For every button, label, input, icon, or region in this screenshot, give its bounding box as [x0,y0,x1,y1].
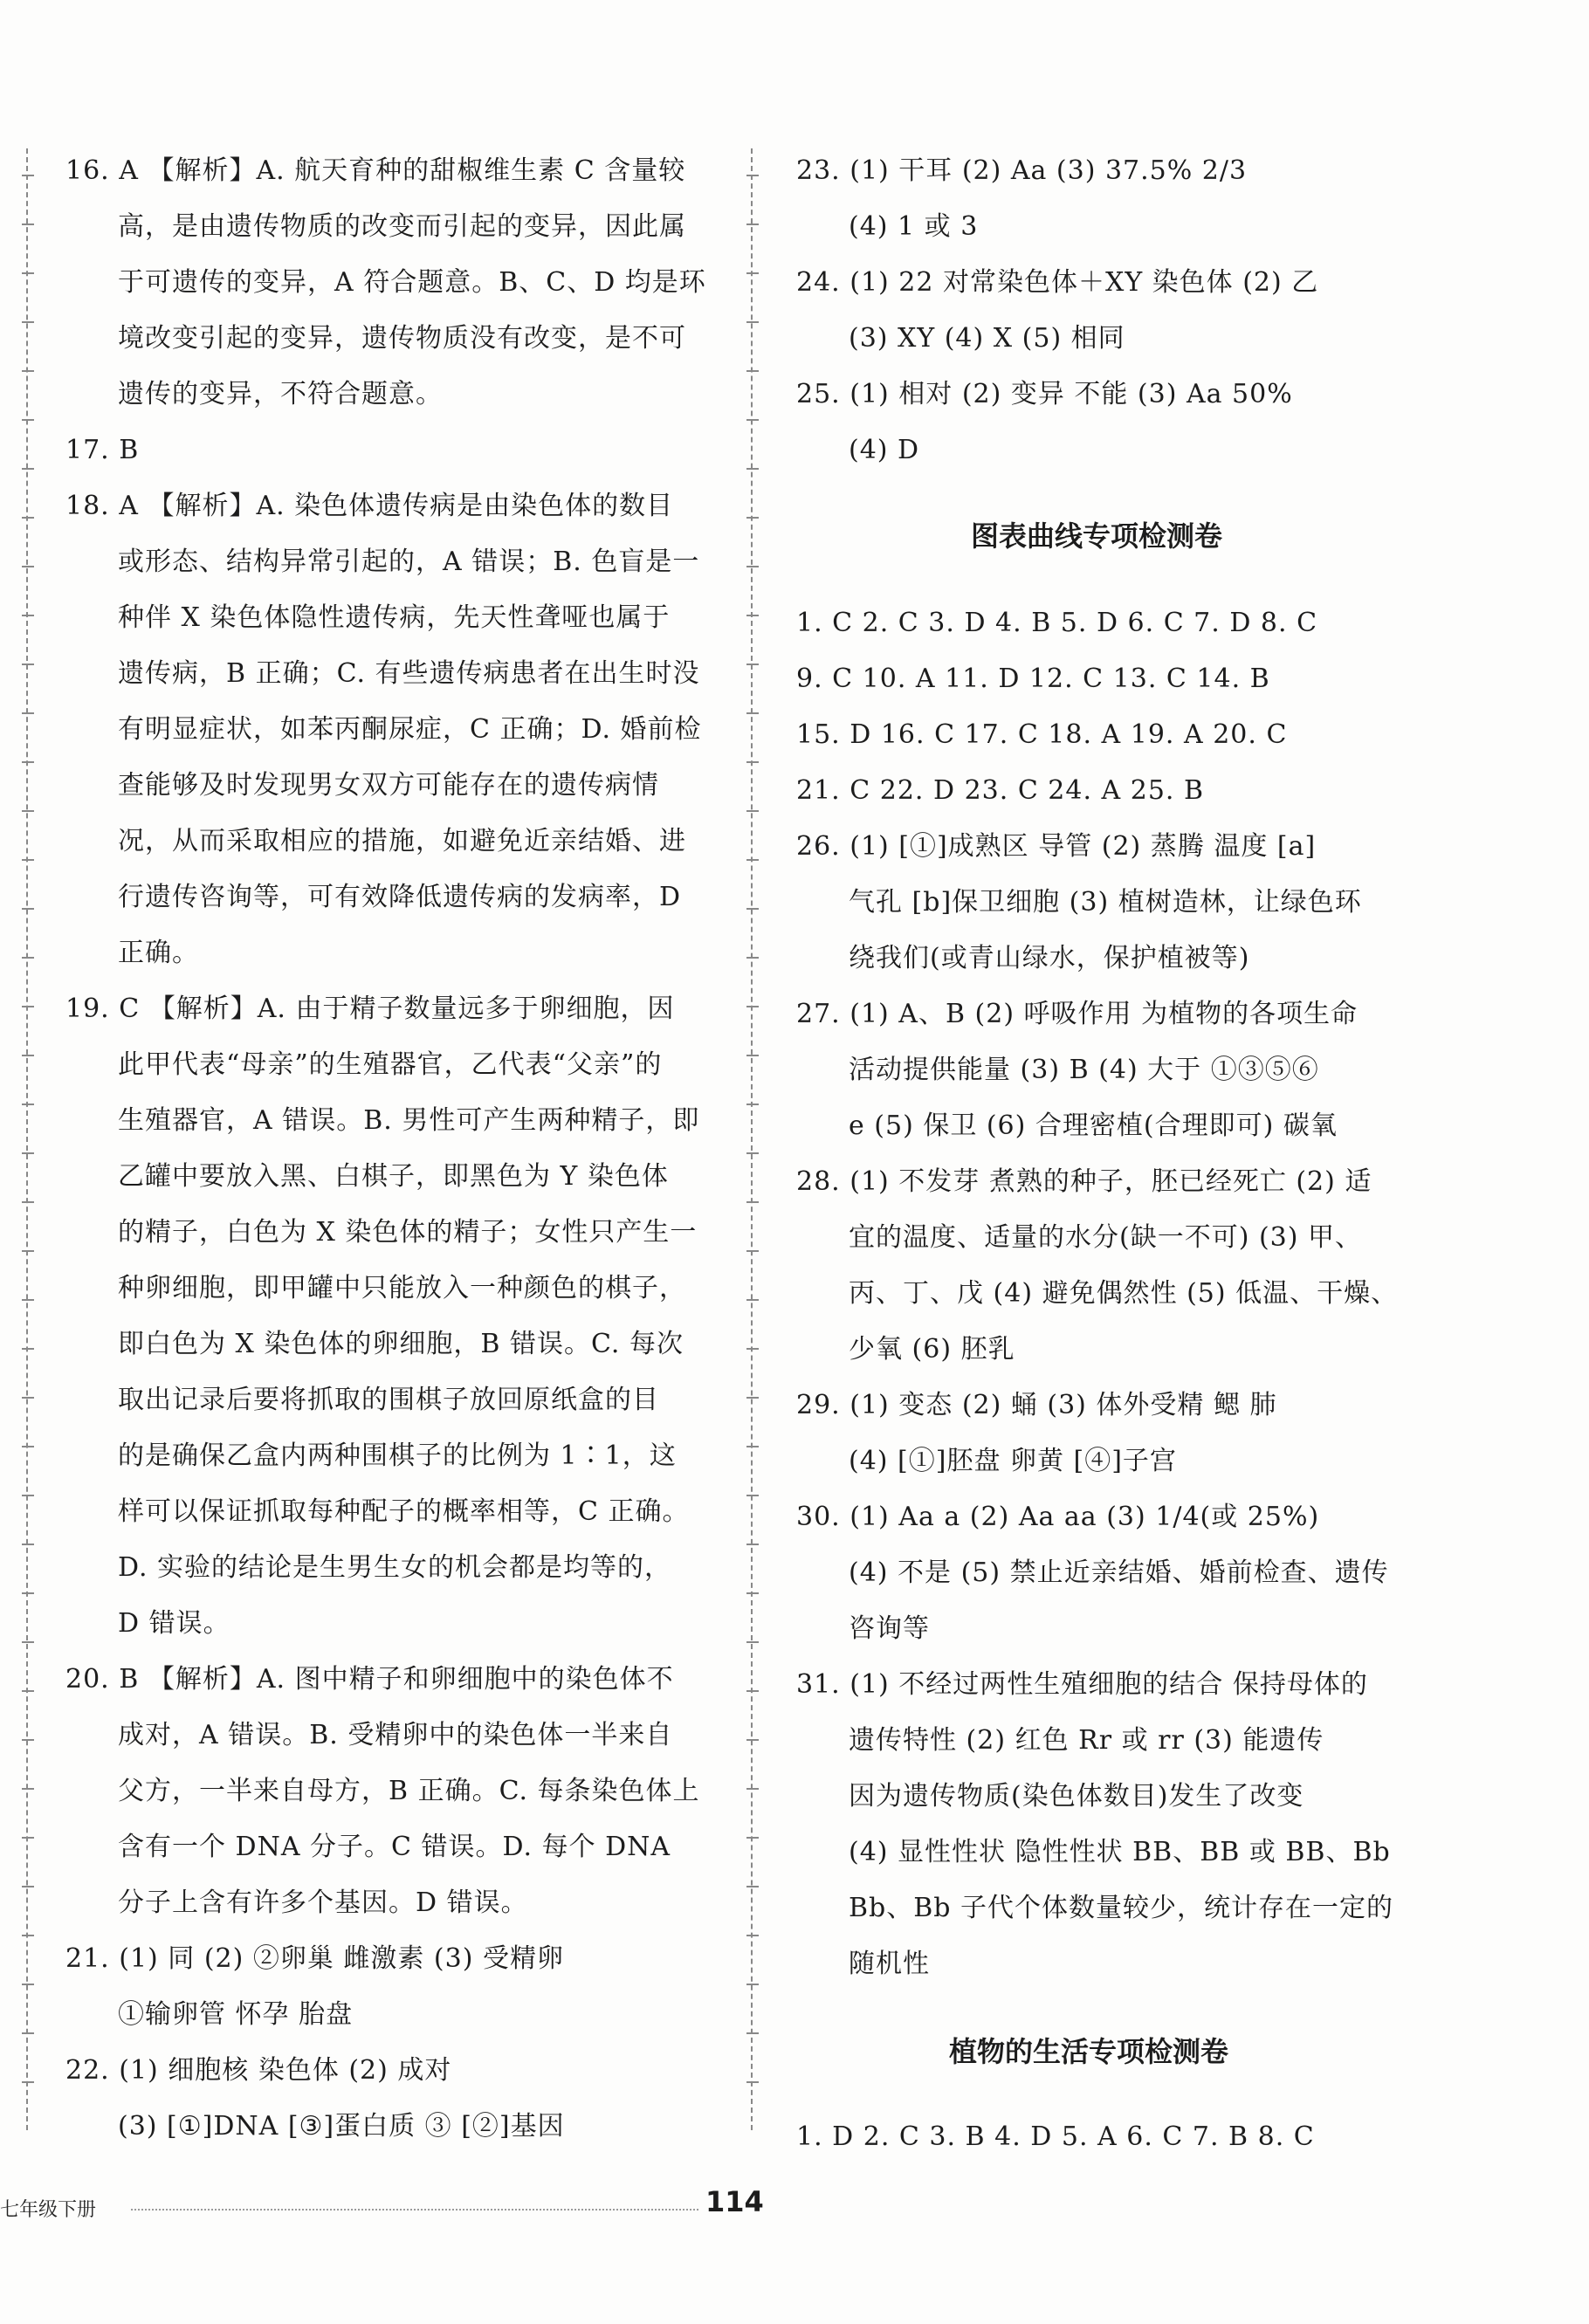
tick-mark [746,957,759,959]
tick-mark [746,908,759,910]
answer-27-line-2: 活动提供能量 (3) B (4) 大于 ①③⑤⑥ [849,1055,1319,1085]
tick-mark [746,419,759,421]
answer-28-line-3: 丙、丁、戊 (4) 避免偶然性 (5) 低温、干燥、 [849,1278,1399,1309]
answer-19-line-6: 种卵细胞，即甲罐中只能放入一种颜色的棋子， [118,1273,686,1303]
answer-29-line-1: 29. (1) 变态 (2) 蛹 (3) 体外受精 鳃 肺 [796,1390,1277,1420]
tick-mark [746,1886,759,1887]
tick-mark [22,859,34,861]
tick-mark [22,957,34,959]
answer-26-line-3: 绕我们(或青山绿水，保护植被等) [849,943,1250,973]
answer-18-line-1: 18. A 【解析】A. 染色体遗传病是由染色体的数目 [65,491,674,521]
answer-19-line-12: D 错误。 [118,1608,230,1639]
tick-mark [746,468,759,470]
tick-mark [746,1104,759,1105]
tick-mark [22,223,34,225]
tick-mark [22,615,34,616]
tick-mark [22,761,34,763]
tick-mark [22,1348,34,1350]
tick-mark [746,370,759,372]
tick-mark [22,1055,34,1056]
section-heading-plant-life: 植物的生活专项检测卷 [949,2035,1229,2068]
binding-dashed-line [26,148,28,2130]
tick-mark [746,223,759,225]
tick-mark [746,1201,759,1203]
answer-19-line-9: 的是确保乙盒内两种围棋子的比例为 1∶1，这 [118,1440,677,1471]
mc-answers-row-1: 1. C 2. C 3. D 4. B 5. D 6. C 7. D 8. C [796,608,1318,638]
tick-mark [22,1935,34,1936]
tick-mark [746,1690,759,1692]
answer-19-line-3: 生殖器官，A 错误。B. 男性可产生两种精子，即 [118,1105,700,1136]
tick-mark [22,712,34,714]
answer-26-line-1: 26. (1) [①]成熟区 导管 (2) 蒸腾 温度 [a] [796,831,1317,862]
mc-answers-row-2: 9. C 10. A 11. D 12. C 13. C 14. B [796,664,1270,694]
tick-mark [746,2081,759,2083]
answer-27-line-1: 27. (1) A、B (2) 呼吸作用 为植物的各项生命 [796,999,1359,1029]
tick-mark [22,664,34,665]
tick-mark [22,1641,34,1643]
tick-mark [746,1397,759,1399]
tick-mark [746,1299,759,1301]
tick-mark [22,1397,34,1399]
answer-23-line-1: 23. (1) 干耳 (2) Aa (3) 37.5% 2/3 [796,155,1248,186]
answer-18-line-8: 行遗传咨询等，可有效降低遗传病的发病率，D [118,882,682,912]
tick-mark [22,517,34,519]
tick-mark [746,1641,759,1643]
answer-27-line-3: e (5) 保卫 (6) 合理密植(合理即可) 碳氧 [849,1110,1338,1141]
tick-mark [22,1788,34,1790]
tick-mark [22,1544,34,1545]
column-divider [751,148,753,2130]
tick-mark [22,468,34,470]
answer-20-line-2: 成对，A 错误。B. 受精卵中的染色体一半来自 [118,1720,673,1750]
answer-18-line-5: 有明显症状，如苯丙酮尿症，C 正确；D. 婚前检 [118,714,702,745]
tick-mark [22,1250,34,1252]
answer-19-line-8: 取出记录后要将抓取的围棋子放回原纸盒的目 [118,1385,659,1415]
answer-19-line-11: D. 实验的结论是生男生女的机会都是均等的， [118,1552,672,1583]
tick-mark [22,2081,34,2083]
tick-mark [746,272,759,274]
answer-31-line-5: Bb、Bb 子代个体数量较少，统计存在一定的 [849,1893,1394,1923]
answer-16-line-5: 遗传的变异，不符合题意。 [118,379,443,409]
answer-31-line-1: 31. (1) 不经过两性生殖细胞的结合 保持母体的 [796,1669,1368,1700]
footer-dotted-rule [131,2209,698,2211]
tick-mark [22,321,34,323]
answer-26-line-2: 气孔 [b]保卫细胞 (3) 植树造林，让绿色环 [849,887,1362,918]
tick-mark [746,1006,759,1007]
tick-mark [746,1837,759,1839]
answer-16-line-1: 16. A 【解析】A. 航天育种的甜椒维生素 C 含量较 [65,155,686,186]
tick-mark [746,810,759,812]
answer-28-line-4: 少氧 (6) 胚乳 [849,1334,1015,1365]
answer-24-line-2: (3) XY (4) X (5) 相同 [849,323,1125,354]
answer-19-line-2: 此甲代表“母亲”的生殖器官，乙代表“父亲”的 [118,1049,663,1080]
tick-mark [746,1055,759,1056]
tick-mark [22,370,34,372]
tick-mark [22,1152,34,1154]
answer-31-line-2: 遗传特性 (2) 红色 Rr 或 rr (3) 能遗传 [849,1725,1324,1756]
section-heading-charts: 图表曲线专项检测卷 [971,519,1223,553]
tick-mark [746,1935,759,1936]
answer-19-line-5: 的精子，白色为 X 染色体的精子；女性只产生一 [118,1217,698,1248]
tick-mark [22,2032,34,2034]
tick-mark [22,1690,34,1692]
tick-mark [22,908,34,910]
answer-16-line-2: 高，是由遗传物质的改变而引起的变异，因此属 [118,211,686,242]
footer-grade-label: 七年级下册 [0,2199,97,2221]
answer-24-line-1: 24. (1) 22 对常染色体＋XY 染色体 (2) 乙 [796,267,1319,298]
answer-20-line-4: 含有一个 DNA 分子。C 错误。D. 每个 DNA [118,1832,671,1862]
answer-20-line-5: 分子上含有许多个基因。D 错误。 [118,1887,528,1918]
mc-answers-plant-row-1: 1. D 2. C 3. B 4. D 5. A 6. C 7. B 8. C [796,2121,1315,2152]
answer-18-line-6: 查能够及时发现男女双方可能存在的遗传病情 [118,770,659,801]
tick-mark [746,1788,759,1790]
tick-mark [22,1837,34,1839]
answer-25-line-2: (4) D [849,435,920,465]
answer-20-line-3: 父方，一半来自母方，B 正确。C. 每条染色体上 [118,1776,700,1806]
answer-18-line-9: 正确。 [118,938,199,968]
tick-mark [746,1446,759,1447]
answer-17-line-1: 17. B [65,435,140,465]
tick-mark [746,321,759,323]
tick-mark [746,2032,759,2034]
answer-25-line-1: 25. (1) 相对 (2) 变异 不能 (3) Aa 50% [796,379,1293,409]
tick-mark [22,1104,34,1105]
answer-31-line-4: (4) 显性性状 隐性性状 BB、BB 或 BB、Bb [849,1837,1391,1867]
answer-21-line-1: 21. (1) 同 (2) ②卵巢 雌激素 (3) 受精卵 [65,1943,564,1974]
answer-18-line-7: 况，从而采取相应的措施，如避免近亲结婚、进 [118,826,686,856]
tick-mark [746,1250,759,1252]
tick-mark [22,419,34,421]
tick-mark [746,1152,759,1154]
answer-19-line-4: 乙罐中要放入黑、白棋子，即黑色为 Y 染色体 [118,1161,669,1192]
tick-mark [746,1739,759,1741]
answer-30-line-2: (4) 不是 (5) 禁止近亲结婚、婚前检查、遗传 [849,1557,1389,1588]
tick-mark [746,175,759,176]
answer-22-line-2: (3) [①]DNA [③]蛋白质 ③ [②]基因 [118,2111,565,2142]
tick-mark [22,1006,34,1007]
answer-21-line-2: ①输卵管 怀孕 胎盘 [118,1999,354,2030]
tick-mark [746,664,759,665]
tick-mark [22,1446,34,1447]
answer-28-line-2: 宜的温度、适量的水分(缺一不可) (3) 甲、 [849,1222,1362,1253]
tick-mark [746,712,759,714]
mc-answers-row-3: 15. D 16. C 17. C 18. A 19. A 20. C [796,719,1288,750]
tick-mark [22,1592,34,1594]
answer-19-line-1: 19. C 【解析】A. 由于精子数量远多于卵细胞，因 [65,994,675,1024]
tick-mark [746,1544,759,1545]
answer-18-line-3: 种伴 X 染色体隐性遗传病，先天性聋哑也属于 [118,602,671,633]
tick-mark [746,1348,759,1350]
tick-mark [22,1886,34,1887]
tick-mark [22,1495,34,1496]
tick-mark [746,1592,759,1594]
tick-mark [22,1984,34,1985]
answer-20-line-1: 20. B 【解析】A. 图中精子和卵细胞中的染色体不 [65,1664,674,1695]
tick-mark [746,1984,759,1985]
tick-mark [22,175,34,176]
answer-16-line-4: 境改变引起的变异，遗传物质没有改变，是不可 [118,323,686,354]
answer-22-line-1: 22. (1) 细胞核 染色体 (2) 成对 [65,2055,452,2086]
answer-31-line-3: 因为遗传物质(染色体数目)发生了改变 [849,1781,1304,1812]
mc-answers-row-4: 21. C 22. D 23. C 24. A 25. B [796,775,1205,806]
answer-18-line-4: 遗传病，B 正确；C. 有些遗传病患者在出生时没 [118,658,700,689]
tick-mark [746,517,759,519]
tick-mark [22,1739,34,1741]
tick-mark [22,810,34,812]
tick-mark [22,1299,34,1301]
tick-mark [746,761,759,763]
tick-mark [22,1201,34,1203]
tick-mark [746,859,759,861]
page-number: 114 [705,2185,764,2218]
answer-30-line-1: 30. (1) Aa a (2) Aa aa (3) 1/4(或 25%) [796,1502,1320,1532]
tick-mark [22,566,34,567]
answer-23-line-2: (4) 1 或 3 [849,211,979,242]
answer-19-line-7: 即白色为 X 染色体的卵细胞，B 错误。C. 每次 [118,1329,684,1359]
answer-28-line-1: 28. (1) 不发芽 煮熟的种子，胚已经死亡 (2) 适 [796,1166,1372,1197]
tick-mark [746,566,759,567]
answer-19-line-10: 样可以保证抓取每种配子的概率相等，C 正确。 [118,1496,690,1527]
tick-mark [746,615,759,616]
answer-31-line-6: 随机性 [849,1949,930,1979]
answer-30-line-3: 咨询等 [849,1613,930,1644]
tick-mark [22,272,34,274]
answer-29-line-2: (4) [①]胚盘 卵黄 [④]子宫 [849,1446,1177,1476]
answer-16-line-3: 于可遗传的变异，A 符合题意。B、C、D 均是环 [118,267,706,298]
tick-mark [746,1495,759,1496]
answer-18-line-2: 或形态、结构异常引起的，A 错误；B. 色盲是一 [118,547,700,577]
